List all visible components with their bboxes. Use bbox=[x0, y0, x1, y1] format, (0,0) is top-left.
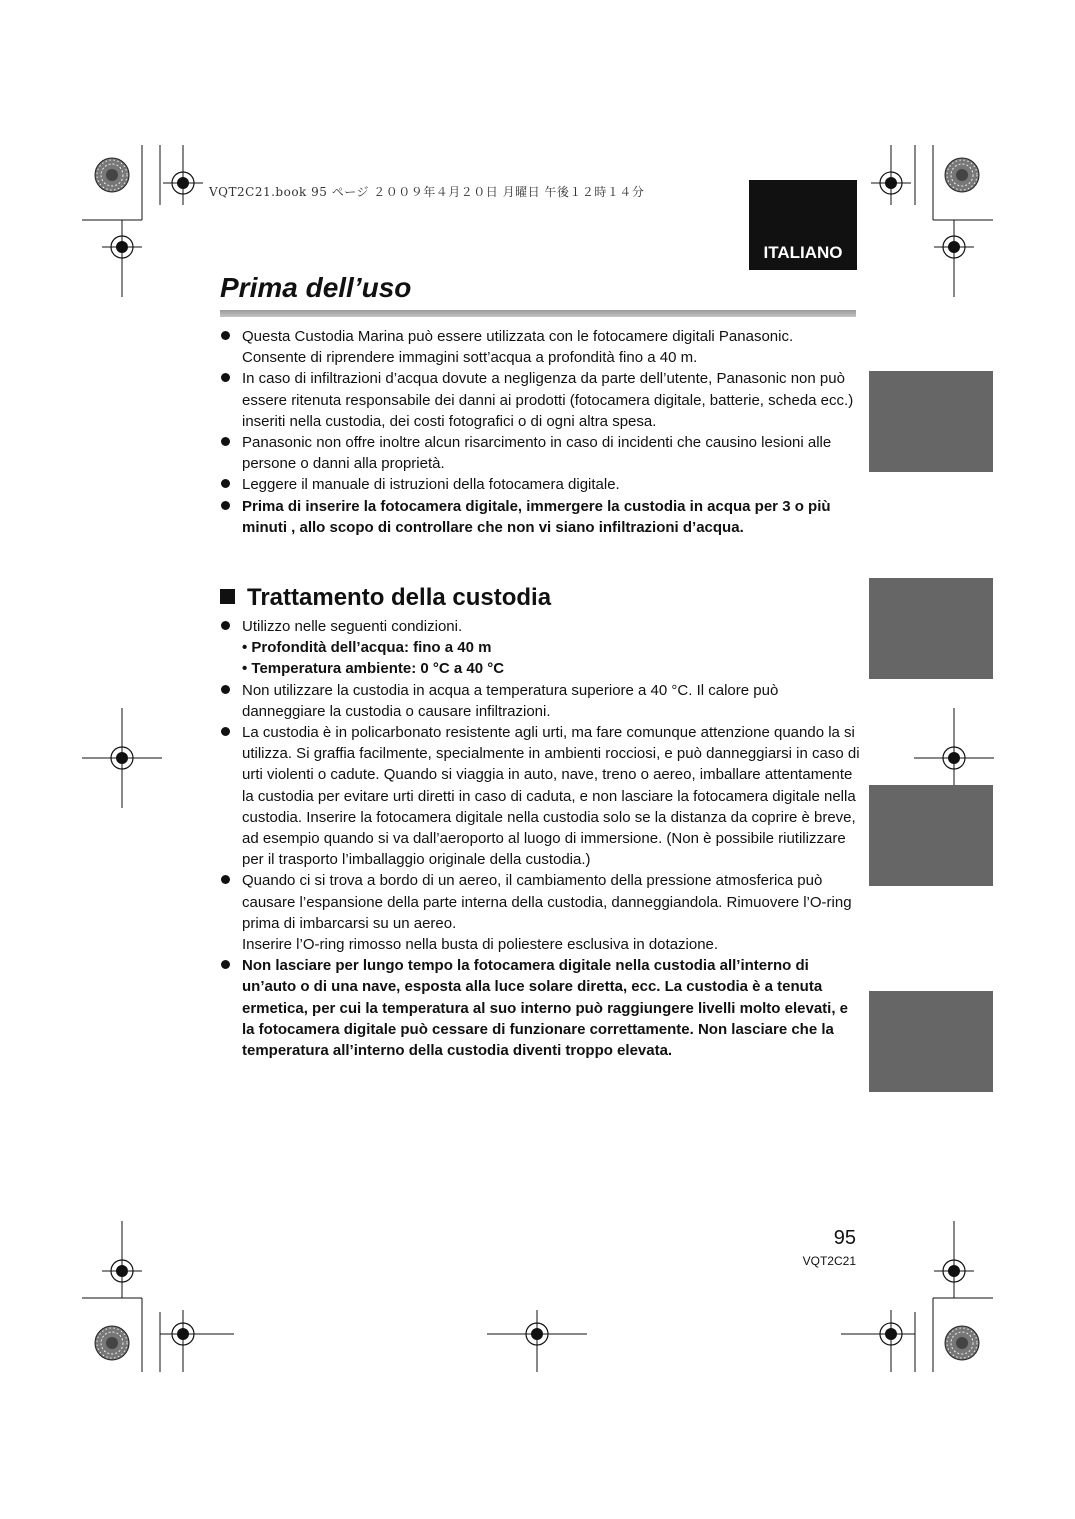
side-tab bbox=[869, 991, 993, 1092]
bullet-icon bbox=[221, 331, 230, 340]
list-item-text: Non utilizzare la custodia in acqua a temperatura superiore a 40 °C. Il calore può danneggiare la custodia o causare infiltrazioni. bbox=[242, 681, 779, 720]
list-item-text: Questa Custodia Marina può essere utilizzata con le fotocamere digitali Panasonic. Consente di riprendere immagini sott’acqua a profondità fino a 40 m. bbox=[242, 328, 794, 367]
section-bullet-list bbox=[220, 616, 860, 1061]
page-number: 95 bbox=[833, 1227, 856, 1249]
list-item bbox=[220, 326, 860, 368]
section-heading-text: Trattamento della custodia bbox=[247, 584, 552, 611]
bullet-icon bbox=[221, 875, 230, 884]
condition-depth: • Profondità dell’acqua: fino a 40 m bbox=[242, 639, 492, 657]
list-item bbox=[220, 368, 860, 432]
bullet-icon bbox=[221, 621, 230, 630]
list-item bbox=[220, 722, 860, 870]
print-header-line: VQT2C21.book 95 ページ ２００９年４月２０日 月曜日 午後１２時１４分 bbox=[209, 185, 645, 199]
list-item bbox=[220, 616, 860, 680]
list-item bbox=[220, 432, 860, 474]
list-item-text: Non lasciare per lungo tempo la fotocamera digitale nella custodia all’interno di un’auto o di una nave, esposta alla luce solare diretta, ecc. La custodia è a tenuta ermetica, per cui la temperatura al suo interno può raggiungere livelli molto elevati, e la fotocamera digitale può cessare di funzionare correttamente. Non lasciare che la temperatura all’interno della custodia diventi troppo elevata. bbox=[242, 957, 849, 1060]
list-item bbox=[220, 496, 860, 538]
list-item bbox=[220, 870, 860, 955]
model-code: VQT2C21 bbox=[802, 1254, 856, 1268]
list-item-text: La custodia è in policarbonato resistente agli urti, ma fare comunque attenzione quando la si utilizza. Si graffia facilmente, specialmente in ambienti rocciosi, e può danneggiarsi in caso di urti violenti o cadute. Quando si viaggia in auto, nave, treno o aereo, imballare attentamente la custodia per evitare urti diretti in caso di caduta, e non lasciare la fotocamera digitale nella custodia. Inserire la fotocamera digitale nella custodia solo se la distanza da coprire è breve, ad esempio quando si va dall’aeroporto al luogo di immersione. (Non è possibile riutilizzare per il trasporto l’imballaggio originale della custodia.) bbox=[242, 724, 860, 869]
page-title: Prima dell’uso bbox=[220, 272, 412, 303]
list-item-text: Prima di inserire la fotocamera digitale, immergere la custodia in acqua per 3 o più minuti , allo scopo di controllare che non vi siano infiltrazioni d’acqua. bbox=[242, 497, 831, 536]
title-rule bbox=[220, 310, 856, 317]
side-tab bbox=[869, 578, 993, 679]
list-item bbox=[220, 474, 860, 495]
square-bullet-icon bbox=[220, 589, 235, 604]
list-item-text: Panasonic non offre inoltre alcun risarcimento in caso di incidenti che causino lesioni alle persone o danni alla proprietà. bbox=[242, 434, 832, 473]
side-tab bbox=[869, 371, 993, 472]
intro-bullet-list bbox=[220, 326, 860, 538]
list-item-text: Utilizzo nelle seguenti condizioni. bbox=[242, 618, 463, 635]
bullet-icon bbox=[221, 437, 230, 446]
condition-temperature: • Temperatura ambiente: 0 °C a 40 °C bbox=[242, 660, 505, 678]
bullet-icon bbox=[221, 685, 230, 694]
list-item bbox=[220, 680, 860, 722]
bullet-icon bbox=[221, 479, 230, 488]
list-item-text: Leggere il manuale di istruzioni della fotocamera digitale. bbox=[242, 476, 620, 494]
bullet-icon bbox=[221, 727, 230, 736]
bullet-icon bbox=[221, 373, 230, 382]
section-heading bbox=[220, 584, 551, 612]
list-item-text: Quando ci si trova a bordo di un aereo, il cambiamento della pressione atmosferica può causare l’espansione della parte interna della custodia, danneggiandola. Rimuovere l’O-ring prima di imbarcarsi su un aereo. bbox=[242, 872, 852, 932]
bullet-icon bbox=[221, 501, 230, 510]
language-tab bbox=[749, 180, 857, 270]
list-item-extra: Inserire l’O-ring rimosso nella busta di poliestere esclusiva in dotazione. bbox=[242, 936, 719, 954]
list-item bbox=[220, 955, 860, 1061]
bullet-icon bbox=[221, 960, 230, 969]
list-item-text: In caso di infiltrazioni d’acqua dovute a negligenza da parte dell’utente, Panasonic non può essere ritenuta responsabile dei danni ai prodotti (fotocamera digitale, batterie, scheda ecc.) inseriti nella custodia, dei costi fotografici o di ogni altra spesa. bbox=[242, 370, 854, 430]
language-tab-label: ITALIANO bbox=[763, 243, 843, 262]
side-tab bbox=[869, 785, 993, 886]
